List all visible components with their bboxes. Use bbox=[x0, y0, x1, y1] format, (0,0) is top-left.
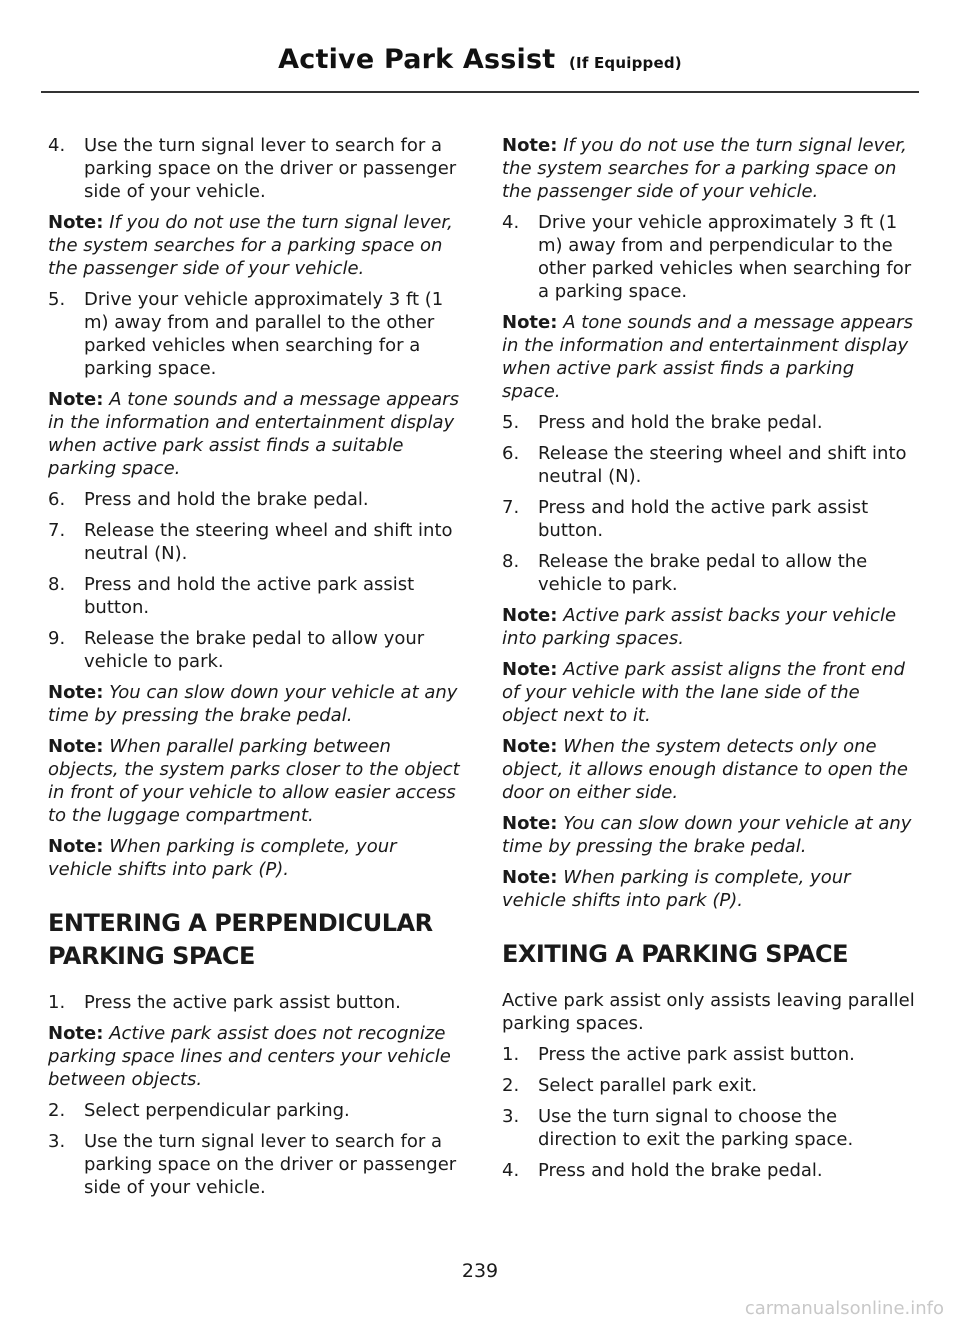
step-number: 4. bbox=[502, 1160, 520, 1181]
note-item bbox=[48, 388, 462, 480]
step-text: Use the turn signal lever to search for a parking space on the driver or passenger side of your vehicle. bbox=[84, 135, 457, 202]
step-number: 3. bbox=[502, 1106, 520, 1127]
header-divider bbox=[41, 91, 919, 93]
step-number: 7. bbox=[48, 520, 66, 541]
note-label: Note: bbox=[502, 605, 558, 626]
note-item bbox=[502, 658, 916, 727]
step-item bbox=[48, 488, 462, 511]
step-text: Use the turn signal to choose the direction to exit the parking space. bbox=[538, 1106, 854, 1150]
note-label: Note: bbox=[48, 1023, 104, 1044]
note-text: If you do not use the turn signal lever, the system searches for a parking space on the passenger side of your vehicle. bbox=[48, 212, 453, 279]
step-item bbox=[502, 550, 916, 596]
step-item bbox=[48, 991, 462, 1014]
note-text: A tone sounds and a message appears in the information and entertainment display when active park assist finds a suitable parking space. bbox=[48, 389, 459, 479]
step-text: Release the brake pedal to allow the vehicle to park. bbox=[538, 551, 868, 595]
note-text: Active park assist does not recognize parking space lines and centers your vehicle between objects. bbox=[48, 1023, 451, 1090]
step-number: 4. bbox=[48, 135, 66, 156]
header-title-text: Active Park Assist bbox=[278, 44, 556, 75]
section-heading-line: EXITING A PARKING SPACE bbox=[502, 940, 849, 968]
note-item bbox=[502, 134, 916, 203]
step-text: Press and hold the brake pedal. bbox=[538, 412, 823, 433]
note-text: When parking is complete, your vehicle shifts into park (P). bbox=[48, 836, 397, 880]
left-column bbox=[48, 134, 462, 1207]
step-text: Press the active park assist button. bbox=[84, 992, 401, 1013]
section-heading-line: ENTERING A PERPENDICULAR bbox=[48, 909, 433, 937]
step-item bbox=[48, 627, 462, 673]
step-number: 3. bbox=[48, 1131, 66, 1152]
note-item bbox=[502, 812, 916, 858]
step-number: 1. bbox=[502, 1044, 520, 1065]
note-label: Note: bbox=[48, 736, 104, 757]
step-item bbox=[502, 1159, 916, 1182]
step-number: 6. bbox=[502, 443, 520, 464]
step-item bbox=[48, 1130, 462, 1199]
step-item bbox=[502, 496, 916, 542]
step-text: Drive your vehicle approximately 3 ft (1 m) away from and perpendicular to the other parked vehicles when searching for a parking space. bbox=[538, 212, 912, 302]
step-number: 7. bbox=[502, 497, 520, 518]
step-item bbox=[48, 519, 462, 565]
step-number: 2. bbox=[48, 1100, 66, 1121]
note-label: Note: bbox=[502, 736, 558, 757]
step-item bbox=[502, 1043, 916, 1066]
section-heading-line: PARKING SPACE bbox=[48, 942, 255, 970]
note-item bbox=[48, 735, 462, 827]
step-text: Release the steering wheel and shift into neutral (N). bbox=[538, 443, 907, 487]
watermark: carmanualsonline.info bbox=[744, 1298, 944, 1319]
step-text: Release the brake pedal to allow your vehicle to park. bbox=[84, 628, 425, 672]
step-item bbox=[48, 573, 462, 619]
paragraph: Active park assist only assists leaving parallel parking spaces. bbox=[502, 990, 915, 1034]
step-text: Release the steering wheel and shift into neutral (N). bbox=[84, 520, 453, 564]
step-number: 6. bbox=[48, 489, 66, 510]
step-text: Use the turn signal lever to search for a parking space on the driver or passenger side of your vehicle. bbox=[84, 1131, 457, 1198]
note-label: Note: bbox=[502, 135, 558, 156]
section-heading bbox=[502, 938, 916, 971]
note-text: If you do not use the turn signal lever, the system searches for a parking space on the passenger side of your vehicle. bbox=[502, 135, 907, 202]
step-number: 4. bbox=[502, 212, 520, 233]
note-text: When parking is complete, your vehicle shifts into park (P). bbox=[502, 867, 851, 911]
note-text: When the system detects only one object, it allows enough distance to open the door on either side. bbox=[502, 736, 908, 803]
header-title-suffix: (If Equipped) bbox=[568, 54, 682, 72]
note-item bbox=[502, 604, 916, 650]
step-item bbox=[502, 411, 916, 434]
note-item bbox=[48, 681, 462, 727]
step-item bbox=[48, 288, 462, 380]
step-text: Press and hold the brake pedal. bbox=[538, 1160, 823, 1181]
note-label: Note: bbox=[502, 659, 558, 680]
note-label: Note: bbox=[48, 836, 104, 857]
step-number: 1. bbox=[48, 992, 66, 1013]
step-number: 2. bbox=[502, 1075, 520, 1096]
note-label: Note: bbox=[502, 813, 558, 834]
note-item bbox=[48, 835, 462, 881]
step-item bbox=[502, 211, 916, 303]
step-text: Select parallel park exit. bbox=[538, 1075, 758, 1096]
step-number: 5. bbox=[502, 412, 520, 433]
note-label: Note: bbox=[48, 212, 104, 233]
note-item bbox=[502, 311, 916, 403]
step-number: 8. bbox=[502, 551, 520, 572]
step-item bbox=[502, 1105, 916, 1151]
note-text: You can slow down your vehicle at any time by pressing the brake pedal. bbox=[48, 682, 458, 726]
note-text: When parallel parking between objects, the system parks closer to the object in front of your vehicle to allow easier access to the luggage compartment. bbox=[48, 736, 460, 826]
step-text: Press and hold the active park assist button. bbox=[84, 574, 415, 618]
note-item bbox=[502, 866, 916, 912]
step-number: 9. bbox=[48, 628, 66, 649]
step-text: Press and hold the brake pedal. bbox=[84, 489, 369, 510]
step-text: Press the active park assist button. bbox=[538, 1044, 855, 1065]
section-heading bbox=[48, 907, 462, 973]
note-text: Active park assist aligns the front end of your vehicle with the lane side of the object next to it. bbox=[502, 659, 905, 726]
note-label: Note: bbox=[502, 312, 558, 333]
note-label: Note: bbox=[48, 389, 104, 410]
note-text: A tone sounds and a message appears in the information and entertainment display when active park assist finds a parking space. bbox=[502, 312, 913, 402]
step-text: Press and hold the active park assist button. bbox=[538, 497, 869, 541]
page-header-title bbox=[0, 44, 960, 75]
step-item bbox=[48, 134, 462, 203]
step-item bbox=[502, 442, 916, 488]
note-text: You can slow down your vehicle at any time by pressing the brake pedal. bbox=[502, 813, 912, 857]
step-text: Drive your vehicle approximately 3 ft (1 m) away from and parallel to the other parked vehicles when searching for a parking space. bbox=[84, 289, 444, 379]
step-number: 5. bbox=[48, 289, 66, 310]
page-number: 239 bbox=[461, 1260, 499, 1282]
step-item bbox=[502, 1074, 916, 1097]
step-text: Select perpendicular parking. bbox=[84, 1100, 350, 1121]
step-number: 8. bbox=[48, 574, 66, 595]
note-text: Active park assist backs your vehicle into parking spaces. bbox=[502, 605, 897, 649]
note-item bbox=[502, 735, 916, 804]
note-label: Note: bbox=[502, 867, 558, 888]
right-column bbox=[502, 134, 916, 1190]
note-item bbox=[48, 1022, 462, 1091]
note-item bbox=[48, 211, 462, 280]
note-label: Note: bbox=[48, 682, 104, 703]
step-item bbox=[48, 1099, 462, 1122]
